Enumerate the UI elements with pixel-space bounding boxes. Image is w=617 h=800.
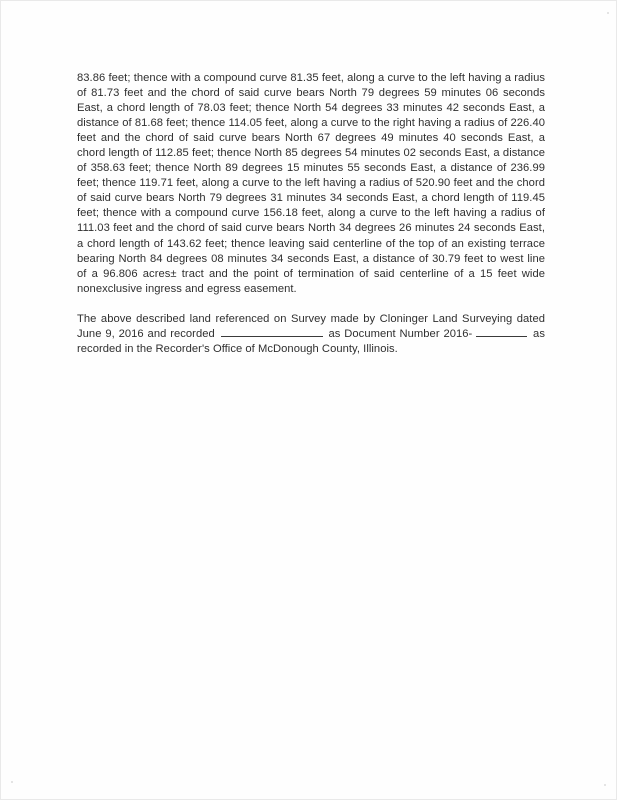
- scan-speck: [11, 781, 13, 783]
- easement-description-paragraph: 83.86 feet; thence with a compound curve 81.35 feet, along a curve to the left having a radius of 81.73 feet and the chord of said curve bears North 79 degrees 59 minutes 06 seconds East, a chord length of 78.03 feet; thence North 54 degrees 33 minutes 42 seconds East, a distance of 81.68 feet; thence 114.05 feet, along a curve to the right having a radius of 226.40 feet and the chord of said curve bears North 67 degrees 49 minutes 40 seconds East, a chord length of 112.85 feet; thence North 85 degrees 54 minutes 02 seconds East, a distance of 358.63 feet; thence North 89 degrees 15 minutes 55 seconds East, a distance of 236.99 feet; thence 119.71 feet, along a curve to the left having a radius of 520.90 feet and the chord of said curve bears North 79 degrees 31 minutes 34 seconds East, a chord length of 119.45 feet; thence with a compound curve 156.18 feet, along a curve to the left having a radius of 111.03 feet and the chord of said curve bears North 34 degrees 26 minutes 24 seconds East, a chord length of 143.62 feet; thence leaving said centerline of the top of an existing terrace bearing North 84 degrees 08 minutes 34 seconds East, a distance of 30.79 feet to west line of a 96.806 acres± tract and the point of termination of said centerline of a 15 feet wide nonexclusive ingress and egress easement.: [77, 72, 545, 295]
- scan-speck: [607, 12, 609, 14]
- survey-reference-intro: The above described land referenced on Survey made by Cloninger Land Surveying dated June 9, 2016 and recorded: [77, 312, 545, 340]
- legal-description: [77, 71, 545, 357]
- survey-reference-paragraph: [77, 312, 545, 357]
- document-number-blank: [476, 336, 527, 337]
- recorder-office-text: as recorded in the Recorder's Office of McDonough County, Illinois.: [77, 327, 545, 355]
- scan-speck: [604, 784, 606, 786]
- recording-blank: [221, 336, 323, 337]
- document-number-label: as Document Number 2016-: [328, 327, 473, 340]
